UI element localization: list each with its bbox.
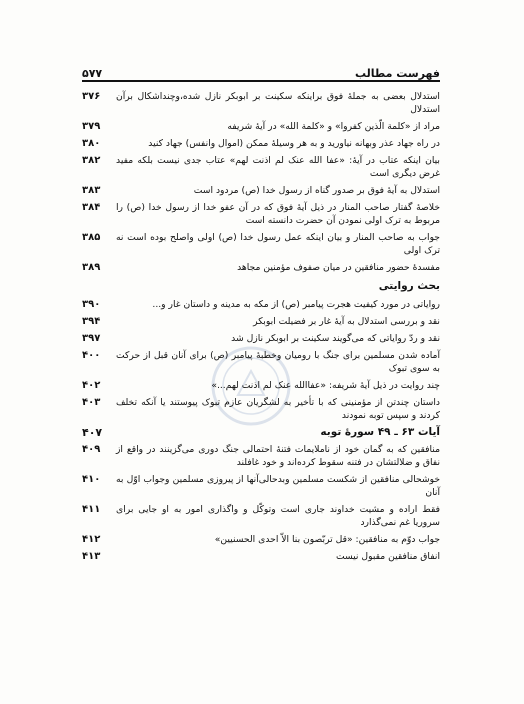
toc-entries bbox=[82, 90, 440, 567]
toc-entry-page: ۳۸۹ bbox=[82, 262, 101, 273]
page-header bbox=[82, 58, 440, 82]
toc-entry-text: منافقین که به گمان خود از ناملایمات فتنهٔ احتمالی جنگ دوری می‌گزینند در واقع از نفاق و ضلالتشان در فتنه سقوط کرده‌اند و خود غافلند bbox=[116, 444, 440, 468]
toc-row bbox=[82, 349, 440, 375]
toc-entry-page: ۴۰۳ bbox=[82, 397, 101, 408]
toc-entry-text: استدلال به آیهٔ فوق بر صدور گناه از رسول خدا (ص) مردود است bbox=[193, 185, 440, 196]
toc-row bbox=[82, 298, 440, 311]
toc-row bbox=[82, 443, 440, 469]
page-number: ۵۷۷ bbox=[82, 67, 103, 80]
toc-entry-text: انفاق منافقین مقبول نیست bbox=[335, 551, 440, 562]
toc-entry-text: فقط اراده و مشیت خداوند جاری است وتوکّل و واگذاری امور به او جایی برای سروریا غم نمی‌گذارد bbox=[116, 504, 440, 528]
toc-entry-page: ۳۹۴ bbox=[82, 316, 101, 327]
toc-row bbox=[82, 90, 440, 116]
toc-entry-text: در راه جهاد عذر وبهانه نیاورید و به هر وسیلهٔ ممکن (اموال وانفس) جهاد کنید bbox=[148, 138, 440, 149]
toc-row bbox=[82, 154, 440, 180]
toc-row bbox=[82, 396, 440, 422]
toc-entry-page: ۴۰۲ bbox=[82, 380, 101, 391]
toc-entry-text: خوشحالی منافقین از شکست مسلمین وبدحالی‌آنها از پیروزی مسلمین وجواب اوّل به آنان bbox=[116, 474, 440, 498]
toc-entry-text: چند روایت در ذیل آیهٔ شریفه: «عفاالله عنک لم اذنت لهم...» bbox=[211, 380, 440, 391]
toc-entry-page: ۴۱۰ bbox=[82, 474, 101, 485]
toc-entry-page: ۴۱۲ bbox=[82, 534, 101, 545]
section-heading-page: ۴۰۷ bbox=[82, 426, 103, 439]
toc-entry-page: ۳۹۷ bbox=[82, 333, 101, 344]
toc-row bbox=[82, 379, 440, 392]
section-heading-row bbox=[82, 426, 440, 439]
toc-entry-text: استدلال بعضی به جملهٔ فوق براینکه سکینت بر ابوبکر نازل شده،وچنداشکال برآن استدلال bbox=[116, 91, 440, 115]
toc-row bbox=[82, 473, 440, 499]
toc-entry-page: ۴۱۳ bbox=[82, 551, 101, 562]
toc-row bbox=[82, 184, 440, 197]
toc-entry-page: ۳۷۹ bbox=[82, 121, 101, 132]
toc-row bbox=[82, 137, 440, 150]
header-title: فهرست مطالب bbox=[354, 67, 440, 80]
toc-entry-page: ۴۱۱ bbox=[82, 504, 101, 515]
toc-entry-page: ۴۰۹ bbox=[82, 444, 101, 455]
toc-entry-page: ۳۸۴ bbox=[82, 202, 101, 213]
toc-entry-text: داستان چندتن از مؤمنینی که با تأخیر به لشگریان عازم تبوک پیوستند یا آنکه تخلف کردند و سپس توبه نمودند bbox=[116, 397, 440, 421]
toc-entry-text: خلاصهٔ گفتار صاحب المنار در ذیل آیهٔ فوق که در آن عفو خدا از رسول خدا (ص) را مربوط به ترک اولی نمودن آن حضرت دانسته است bbox=[116, 202, 440, 226]
toc-row bbox=[82, 533, 440, 546]
toc-entry-page: ۴۰۰ bbox=[82, 350, 101, 361]
toc-row bbox=[82, 120, 440, 133]
toc-entry-text: نقد و ردّ روایاتی که می‌گویند سکینت بر ابوبکر نازل شد bbox=[231, 333, 440, 344]
toc-entry-page: ۳۹۰ bbox=[82, 299, 101, 310]
section-heading-text: آیات ۶۳ ـ ۴۹ سورهٔ توبه bbox=[320, 426, 440, 438]
toc-row bbox=[82, 261, 440, 274]
toc-entry-text: مفسدهٔ حضور منافقین در میان صفوف مؤمنین مجاهد bbox=[237, 262, 440, 273]
toc-entry-text: مراد از «کلمة الّذین کفروا» و «کلمة الله» در آیهٔ شریفه bbox=[227, 121, 440, 132]
toc-entry-text: جواب به صاحب المنار و بیان اینکه عمل رسول خدا (ص) اولی واصلح بوده است نه ترک اولی bbox=[116, 232, 440, 256]
toc-entry-page: ۳۸۵ bbox=[82, 232, 101, 243]
toc-row bbox=[82, 332, 440, 345]
toc-row bbox=[82, 231, 440, 257]
toc-entry-page: ۳۸۰ bbox=[82, 138, 101, 149]
section-heading: بحث روایتی bbox=[378, 280, 440, 292]
toc-row bbox=[82, 315, 440, 328]
toc-entry-text: نقد و بررسی استدلال به آیهٔ غار بر فضیلت ابوبکر bbox=[253, 316, 440, 327]
toc-entry-text: آماده شدن مسلمین برای جنگ با رومیان وخطبهٔ پیامبر (ص) برای آنان قبل از حرکت به سوی تبوک bbox=[116, 350, 440, 374]
toc-row bbox=[82, 503, 440, 529]
toc-entry-text: جواب دوّم به منافقین: «قل تربّصون بنا الاّ احدی الحسنیین» bbox=[214, 534, 440, 545]
toc-entry-text: روایاتی در مورد کیفیت هجرت پیامبر (ص) از مکه به مدینه و داستان غار و... bbox=[152, 299, 440, 310]
toc-entry-text: بیان اینکه عتاب در آیهٔ: «عفا الله عنک لم اذنت لهم» عتاب جدی نیست بلکه مفید غرض دیگری است bbox=[116, 155, 440, 179]
toc-row bbox=[82, 201, 440, 227]
toc-entry-page: ۳۷۶ bbox=[82, 91, 101, 102]
toc-entry-page: ۳۸۳ bbox=[82, 185, 101, 196]
toc-row bbox=[82, 550, 440, 563]
toc-entry-page: ۳۸۲ bbox=[82, 155, 101, 166]
